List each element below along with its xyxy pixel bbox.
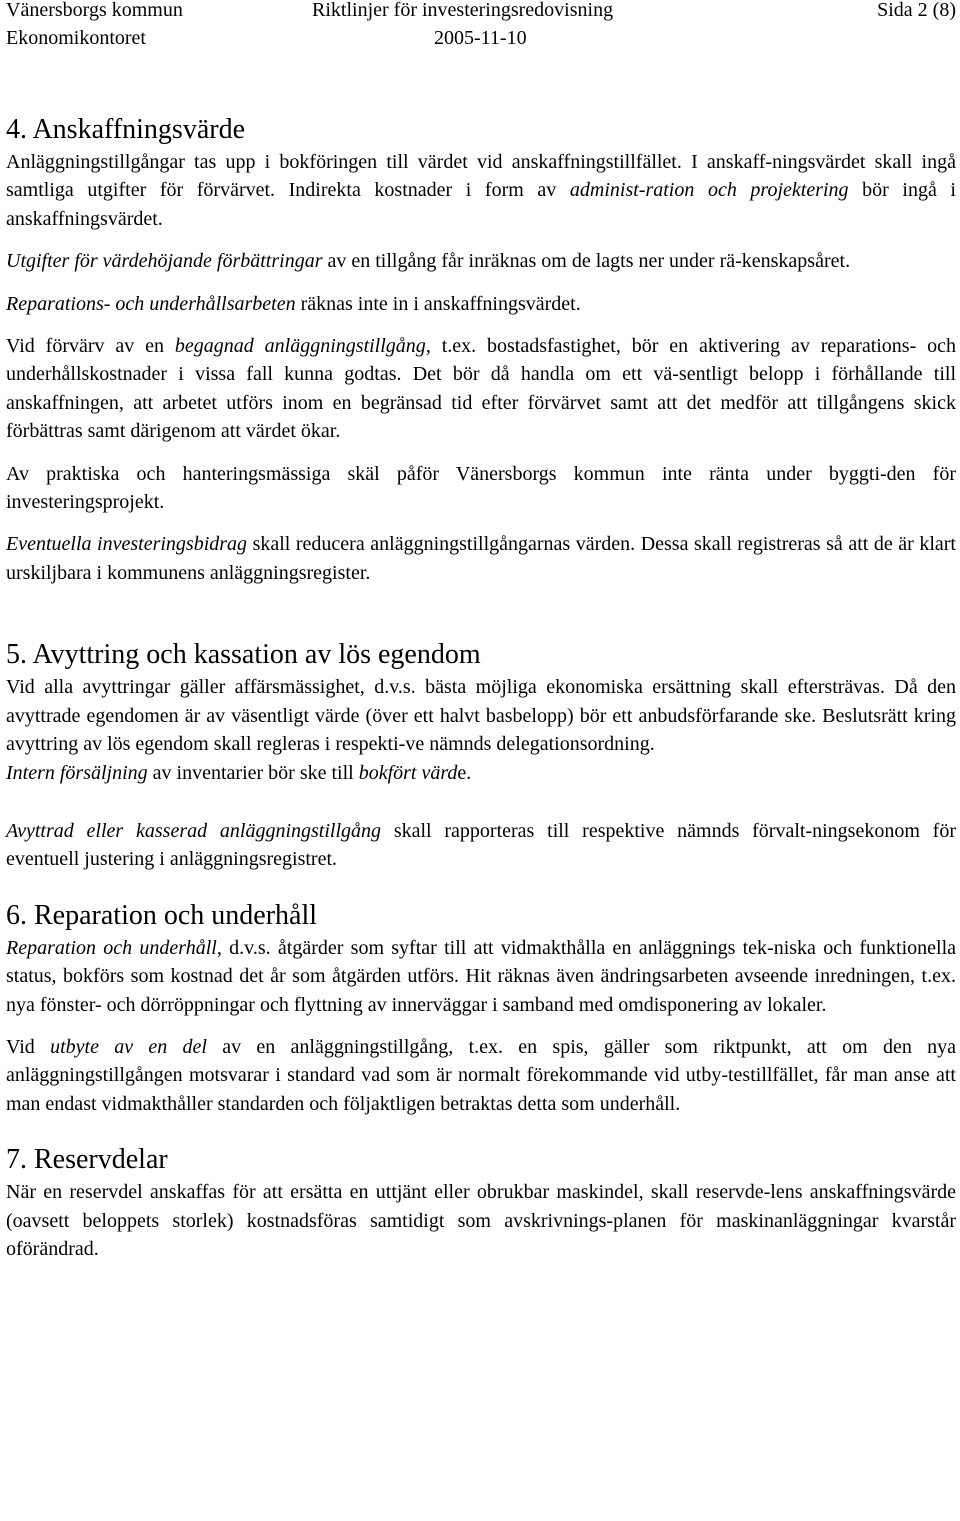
paragraph: Utgifter för värdehöjande förbättringar av en tillgång får inräknas om de lagts ner under rä-kenskapsåret. [6,250,851,273]
paragraph: Vid alla avyttringar gäller affärsmässighet, d.v.s. bästa möjliga ekonomiska ersättning skall eftersträvas. Då den avyttrade egendomen är av väsentligt värde (över ett halvt basbelopp) bör ett anbudsförfarande ske. Beslutsrätt kring avyttring av lös egendom skall regleras i respekti-ve nämnds delegationsordning. [6,676,956,756]
header-org: Vänersborgs kommun [6,0,183,21]
section-7 [6,1142,956,1263]
paragraph: Av praktiska och hanteringsmässiga skäl påför Vänersborgs kommun inte ränta under byggti-den för investeringsprojekt. [6,462,956,514]
section-4 [6,112,956,587]
paragraph: Vid förvärv av en begagnad anläggningstillgång, t.ex. bostadsfastighet, bör en aktivering av reparations- och underhållskostnader i vissa fall kunna godtas. Det bör då handla om ett vä-sentligt belopp i förhållande till anskaffningen, att arbetet utförs inom en begränsad tid efter förvärvet samt att det medför att tillgångens skick förbättras samt därigenom att värdet ökar. [6,335,957,443]
header-doc-title: Riktlinjer för investeringsredovisning [312,0,614,21]
section-heading: 4. Anskaffningsvärde [6,114,245,145]
document-body [6,112,956,1263]
header-department: Ekonomikontoret [6,27,146,49]
paragraph: Reparations- och underhållsarbeten räknas inte in i anskaffningsvärdet. [6,292,581,315]
section-heading: 6. Reparation och underhåll [6,899,318,931]
paragraph: Eventuella investeringsbidrag skall reducera anläggningstillgångarnas värden. Dessa skall registreras så att de är klart urskiljbara i kommunens anläggningsregister. [6,533,956,584]
section-heading: 5. Avyttring och kassation av lös egendom [6,639,481,671]
header-date: 2005-11-10 [434,27,527,49]
section-6 [6,898,956,1118]
section-5 [6,637,956,873]
paragraph: Vid utbyte av en del av en anläggningstillgång, t.ex. en spis, gäller som riktpunkt, att om den nya anläggningstillgången motsvarar i standard vad som är normalt förekommande vid utby-testillfället, får man anse att man endast vidmakthåller standarden och följaktligen betraktas detta som underhåll. [6,1035,956,1115]
section-heading: 7. Reservdelar [6,1144,168,1176]
header-page-number: Sida 2 (8) [877,0,956,21]
paragraph: Anläggningstillgångar tas upp i bokföringen till värdet vid anskaffningstillfället. I anskaff-ningsvärdet skall ingå samtliga utgifter för förvärvet. Indirekta kostnader i form av administ-ration och projektering bör ingå i anskaffningsvärdet. [6,151,956,230]
paragraph: Intern försäljning av inventarier bör ske till bokfört värde. [6,761,472,784]
paragraph: Reparation och underhåll, d.v.s. åtgärder som syftar till att vidmakthålla en anläggnings tek-niska och funktionella status, bokförs som kostnad det år som åtgärden utförs. Hit räknas även ändringsarbeten avseende inredningen, t.ex. nya fönster- och dörröppningar och flyttning av innerväggar i samband med omdisponering av lokaler. [6,936,957,1016]
paragraph: Avyttrad eller kasserad anläggningstillgång skall rapporteras till respektive nämnds förvalt-ningsekonom för eventuell justering i anläggningsregistret. [6,819,957,871]
paragraph: När en reservdel anskaffas för att ersätta en uttjänt eller obrukbar maskindel, skall reservde-lens anskaffningsvärde (oavsett beloppets storlek) kostnadsföras samtidigt som avskrivnings-planen för maskinanläggningar kvarstår oförändrad. [6,1181,956,1260]
